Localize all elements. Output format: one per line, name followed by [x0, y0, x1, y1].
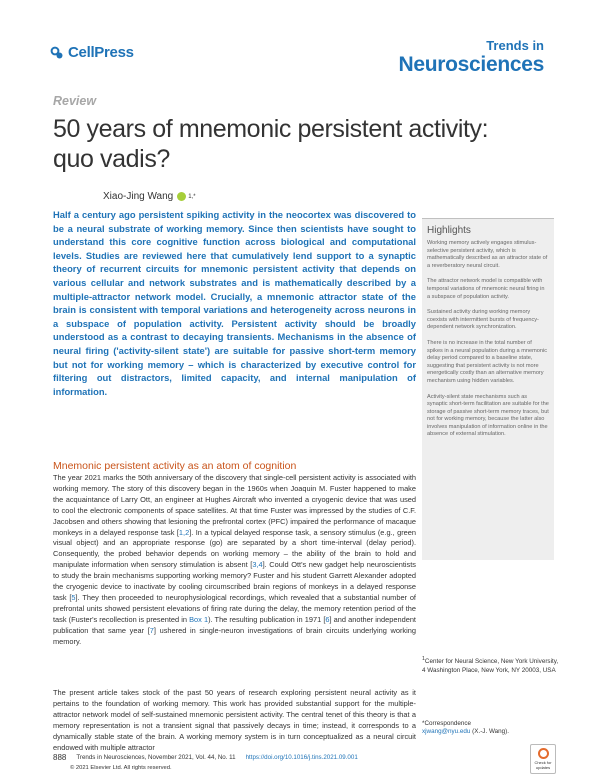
orcid-icon[interactable]: [177, 192, 186, 201]
affiliation-superscript: 1: [422, 656, 425, 662]
highlight-item: Activity-silent state mechanisms such as synaptic short-term facilitation are suitable for the storage of passive short-term memory traces, but not for working memory, because the latter also involves manipulation of information online in the absence of external stimulation.: [427, 393, 549, 438]
highlight-item: The attractor network model is compatible with temporal variations of mnemonic neural firing in a subspace of population activity.: [427, 278, 545, 300]
cellpress-logo-icon: [50, 46, 64, 60]
reference-link[interactable]: 1,2: [178, 527, 190, 537]
text-run: ). The resulting publication in 1971 [: [208, 614, 326, 624]
author-name[interactable]: Xiao-Jing Wang: [103, 191, 174, 202]
text-run: ]. Could Ott's new gadget help neuroscientists to study the brain mechanisms supporting working memory? Fuster and his student Garrett Alexander adopted the cryogenic device to inactivate by cooling circumscribed brain regions of monkeys in a delayed response task [: [53, 560, 416, 602]
highlight-item: Working memory actively engages stimulus-selective persistent activity, which is mathematically described as an attractor state of a reverberatory neural circuit.: [427, 240, 548, 269]
reference-link[interactable]: 5: [71, 592, 76, 602]
body-paragraph-1: [53, 473, 416, 648]
affiliation-text: Center for Neural Science, New York University, 4 Washington Place, New York, NY 20003, USA: [422, 658, 559, 674]
highlights-title: Highlights: [427, 225, 471, 236]
correspondence-label: *Correspondence: [422, 720, 472, 727]
correspondence-name: (X.-J. Wang).: [470, 728, 510, 736]
publisher-name: CellPress: [68, 44, 134, 61]
text-run: ]. In a typical delayed response task, a sensory stimulus (e.g., green visual object) and an appropriate response (go) are separated by a short time-interval (delay period). Consequently, the probed behavior depends on working memory – the ability of the brain to hold and manipulate information when sensory stimulation is absent [: [53, 527, 417, 570]
highlight-item: Sustained activity during working memory coexists with intermittent bursts of frequency-dependent network synchronization.: [427, 309, 539, 331]
highlight-item: There is no increase in the total number of spikes in a neural population during a mnemonic delay period compared to a baseline state, suggesting that persistent activity is not more energetically costly than an alternative memory mechanism using hidden variables.: [427, 339, 548, 384]
citation: Trends in Neurosciences, November 2021, Vol. 44, No. 11: [76, 754, 236, 761]
reference-link[interactable]: 6: [325, 614, 330, 624]
highlights-box: [422, 218, 554, 560]
copyright: © 2021 Elsevier Ltd. All rights reserved.: [70, 765, 172, 771]
text-run: ] and another independent publication that same year [: [53, 614, 416, 635]
article-title: 50 years of mnemonic persistent activity: quo vadis?: [53, 115, 489, 173]
text-run: ]. They then proceeded to neurophysiological recordings, which revealed that a substantial number of prefrontal units showed persistent elevations of firing rate during the delay, the memory retention period of the task (Fuster's recollection is presented in: [53, 592, 416, 624]
page-number: 888: [53, 753, 67, 762]
badge-label: Check for updates: [534, 760, 552, 770]
box-link[interactable]: Box 1: [189, 614, 209, 624]
body-paragraph-2: The present article takes stock of the past 50 years of research exploring persistent neural activity as it pertains to the foundation of working memory. This work has provided substantial support for the multiple-attractor network model of self-sustained mnemonic persistent activity. The central tenet of this theory is that a memory representation is not a transient signal that passively decays in time; instead, it corresponds to a dynamically stable state of the brain. A working memory system is in turn conceptualized as a neural circuit endowed with multiple attractor: [53, 688, 416, 752]
author-line: [103, 191, 196, 202]
section-heading: Mnemonic persistent activity as an atom of cognition: [53, 460, 297, 472]
check-for-updates-badge[interactable]: [530, 744, 556, 774]
article-type-label: Review: [53, 94, 97, 108]
author-superscript: 1,*: [188, 193, 196, 200]
abstract: Half a century ago persistent spiking activity in the neocortex was discovered to be a neural substrate of working memory. Since then scientists have sought to understand this core cognitive function across biological and computational levels. Studies are reviewed here that cumulatively lend support to a synaptic theory of recurrent circuits for mnemonic persistent activity that depends on various cellular and network substrates and is mathematically described by a multiple-attractor network model. Crucially, a mnemonic attractor state of the brain is consistent with temporal variations and heterogeneity across neurons in a subspace of population activity. Persistent activity should be broadly understood as a contrast to decaying transients. Mechanisms in the absence of neural firing ('activity-silent state') are suitable for passive short-term memory but not for working memory – which is characterized by executive control for filtering out distractors, limited capacity, and internal manipulation of information.: [53, 209, 416, 397]
email-link[interactable]: xjwang@nyu.edu: [422, 728, 471, 736]
journal-name-top: Trends in: [486, 38, 544, 53]
reference-link[interactable]: 7: [149, 625, 154, 635]
page-footer: [53, 753, 358, 762]
reference-link[interactable]: 3,4: [252, 560, 263, 570]
correspondence: [422, 720, 562, 737]
journal-name-main: Neurosciences: [398, 53, 544, 76]
text-run: ] ushered in single-neuron investigations of brain circuits underlying working memory.: [53, 625, 416, 646]
update-ring-icon: [538, 748, 549, 759]
publisher-logo: [50, 44, 134, 61]
affiliation: [422, 655, 562, 675]
text-run: The year 2021 marks the 50th anniversary of the discovery that single-cell persistent activity is associated with working memory. The story of this discovery began in the 1960s when Joaquin M. Fuster happened to make the acquaintance of Larry Ott, an engineer at Hughes Aircraft who invented a cryogenic device that was used to cool the electronic components of space satellites. At that time Fuster was impressed by the studies of C.F. Jacobsen and others showing that lesioning the prefrontal cortex (PFC) impaired the performance of macaque monkeys in a delayed response task [: [53, 473, 416, 537]
doi-link[interactable]: https://doi.org/10.1016/j.tins.2021.09.001: [245, 754, 358, 761]
